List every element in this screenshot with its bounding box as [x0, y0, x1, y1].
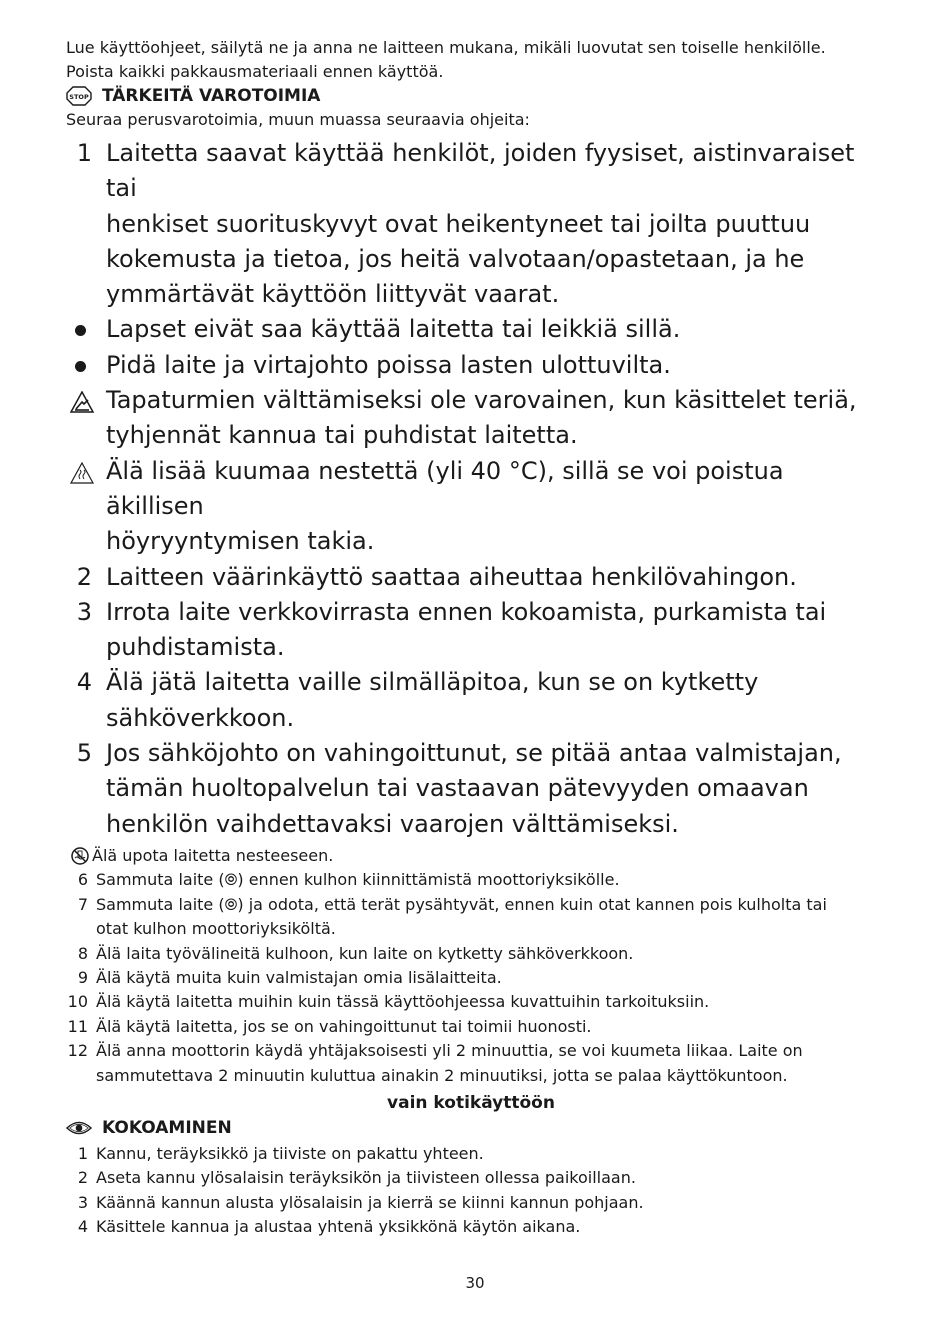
item-line: otat kulhon moottoriyksiköltä.	[96, 919, 336, 939]
item-line: Pidä laite ja virtajohto poissa lasten ulottuvilta.	[106, 350, 671, 379]
item-line: Laitteen väärinkäyttö saattaa aiheuttaa henkilövahingon.	[106, 562, 797, 591]
stop-icon	[66, 86, 92, 106]
item-line: henkilön vaihdettavaksi vaarojen välttämiseksi.	[106, 809, 679, 838]
item-line: ymmärtävät käyttöön liittyvät vaarat.	[106, 280, 560, 309]
item-line: Sammuta laite (⦾) ja odota, että terät pysähtyvät, ennen kuin otat kannen pois kulholta tai	[96, 894, 827, 914]
item-number: 10	[67, 992, 88, 1012]
intro-line: Lue käyttöohjeet, säilytä ne ja anna ne laitteen mukana, mikäli luovutat sen toiselle henkilölle.	[66, 38, 826, 57]
item-line: Älä lisää kuumaa nestettä (yli 40 °C), sillä se voi poistua äkillisen	[106, 456, 784, 520]
item-line: Älä laita työvälineitä kulhoon, kun laite on kytketty sähköverkkoon.	[96, 943, 634, 963]
safety-list-small	[66, 844, 876, 1088]
bullet-icon	[66, 348, 92, 383]
list-item	[66, 1215, 876, 1239]
list-item	[66, 966, 876, 990]
item-line: Älä jätä laitetta vaille silmälläpitoa, kun se on kytketty	[106, 668, 759, 697]
item-line: sähköverkkoon.	[106, 703, 295, 732]
item-line: Sammuta laite (⦾) ennen kulhon kiinnittämistä moottoriyksikölle.	[96, 870, 620, 890]
list-item	[66, 1015, 876, 1039]
item-line: Lapset eivät saa käyttää laitetta tai leikkiä sillä.	[106, 315, 681, 344]
list-item	[66, 454, 876, 560]
item-number: 6	[77, 870, 88, 890]
item-line: henkiset suorituskyvyt ovat heikentyneet tai joilta puuttuu	[106, 209, 811, 238]
household-note: vain kotikäyttöön	[387, 1093, 555, 1113]
item-line: Älä upota laitetta nesteeseen.	[92, 845, 334, 865]
item-number: 1	[76, 139, 92, 167]
hot-liquid-icon	[66, 454, 92, 560]
assembly-list	[66, 1142, 876, 1240]
item-line: tämän huoltopalvelun tai vastaavan pätevyyden omaavan	[106, 774, 809, 803]
list-item	[66, 348, 876, 383]
list-item	[66, 844, 876, 868]
item-line: Älä anna moottorin käydä yhtäjaksoisesti yli 2 minuuttia, se voi kuumeta liikaa. Laite on	[96, 1041, 803, 1061]
list-item	[66, 1039, 876, 1088]
item-line: Irrota laite verkkovirrasta ennen kokoamista, purkamista tai	[106, 597, 827, 626]
list-item	[66, 893, 876, 942]
item-line: tyhjennät kannua tai puhdistat laitetta.	[106, 421, 578, 450]
item-line: Aseta kannu ylösalaisin teräyksikön ja tiivisteen ollessa paikoillaan.	[96, 1168, 636, 1188]
assembly-heading	[66, 1116, 876, 1140]
eye-icon	[66, 1118, 92, 1138]
item-line: höyryyntymisen takia.	[106, 527, 375, 556]
intro-line: Poista kaikki pakkausmateriaali ennen käyttöä.	[66, 62, 444, 81]
item-line: Jos sähköjohto on vahingoittunut, se pitää antaa valmistajan,	[106, 739, 842, 768]
list-item	[66, 990, 876, 1014]
safety-heading-text: TÄRKEITÄ VAROTOIMIA	[102, 86, 321, 106]
safety-list-large	[66, 136, 876, 842]
item-number: 3	[76, 597, 92, 626]
list-item	[66, 1142, 876, 1166]
item-number: 11	[67, 1016, 88, 1036]
list-item	[66, 1166, 876, 1190]
safety-lead: Seuraa perusvarotoimia, muun muassa seuraavia ohjeita:	[66, 110, 530, 129]
list-item	[66, 665, 876, 736]
item-line: kokemusta ja tietoa, jos heitä valvotaan/opastetaan, ja he	[106, 244, 805, 273]
item-number: 2	[77, 1168, 88, 1188]
warning-icon	[66, 383, 92, 454]
item-line: Tapaturmien välttämiseksi ole varovainen, kun käsittelet teriä,	[106, 386, 857, 415]
item-line: Kannu, teräyksikkö ja tiiviste on pakattu yhteen.	[96, 1144, 484, 1163]
list-item	[66, 383, 876, 454]
intro	[66, 36, 876, 84]
item-line: Älä käytä laitetta muihin kuin tässä käyttöohjeessa kuvattuihin tarkoituksiin.	[96, 992, 710, 1012]
item-line: Laitetta saavat käyttää henkilöt, joiden fyysiset, aistinvaraiset tai	[106, 139, 855, 203]
list-item	[66, 595, 876, 666]
list-item	[66, 312, 876, 347]
list-item	[66, 136, 876, 312]
item-number: 8	[77, 943, 88, 963]
item-number: 7	[77, 894, 88, 914]
list-item	[66, 560, 876, 595]
item-number: 12	[67, 1041, 88, 1061]
list-item	[66, 736, 876, 842]
item-number: 2	[76, 562, 92, 591]
assembly-heading-text: KOKOAMINEN	[102, 1118, 232, 1138]
item-number: 1	[77, 1144, 88, 1163]
item-line: puhdistamista.	[106, 633, 285, 662]
item-line: Älä käytä muita kuin valmistajan omia lisälaitteita.	[96, 967, 502, 987]
item-number: 4	[76, 668, 92, 697]
safety-heading	[66, 84, 876, 108]
no-immerse-icon	[66, 844, 90, 868]
bullet-icon	[66, 312, 92, 347]
item-number: 4	[77, 1217, 88, 1237]
item-number: 9	[77, 967, 88, 987]
item-number: 5	[76, 739, 92, 768]
list-item	[66, 868, 876, 892]
stop-icon-label: STOP	[69, 93, 89, 101]
item-number: 3	[77, 1192, 88, 1212]
page-number: 30	[465, 1274, 485, 1292]
item-line: Käännä kannun alusta ylösalaisin ja kierrä se kiinni kannun pohjaan.	[96, 1192, 644, 1212]
item-line: Älä käytä laitetta, jos se on vahingoittunut tai toimii huonosti.	[96, 1016, 592, 1036]
manual-page	[66, 36, 876, 1240]
item-line: sammutettava 2 minuutin kuluttua ainakin 2 minuutiksi, jotta se palaa käyttökuntoon.	[96, 1065, 788, 1085]
list-item	[66, 942, 876, 966]
list-item	[66, 1191, 876, 1215]
item-line: Käsittele kannua ja alustaa yhtenä yksikkönä käytön aikana.	[96, 1217, 581, 1237]
